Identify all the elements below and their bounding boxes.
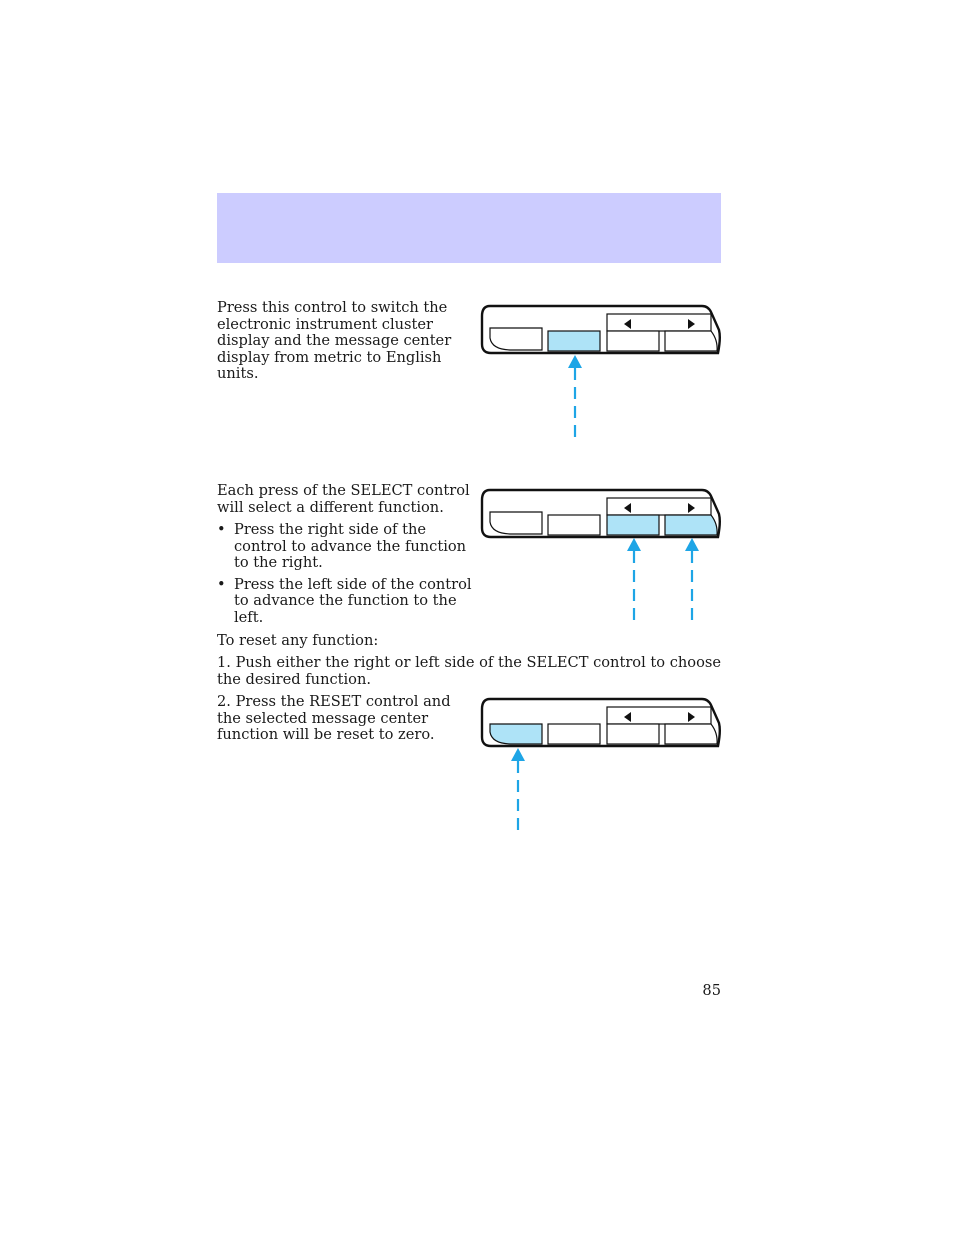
control-panel-reset bbox=[478, 693, 723, 843]
list-item: • Press the right side of the control to advance the function to the right. bbox=[217, 521, 467, 571]
reset-step-2: 2. Press the RESET control and the selected message center function will be reset to zero. bbox=[217, 693, 451, 743]
header-band bbox=[217, 193, 721, 263]
reset-heading: To reset any function: bbox=[217, 632, 379, 649]
up-arrow-icon bbox=[685, 538, 699, 626]
select-right-button[interactable] bbox=[665, 515, 717, 535]
page-number: 85 bbox=[702, 982, 721, 999]
units-button[interactable] bbox=[548, 331, 600, 351]
select-bullet-list bbox=[217, 522, 473, 631]
list-item: • Press the left side of the control to advance the function to the left. bbox=[217, 575, 472, 626]
up-arrow-icon bbox=[511, 748, 525, 835]
reset-button[interactable] bbox=[490, 724, 542, 744]
control-panel-select bbox=[478, 484, 723, 634]
reset-step-1: 1. Push either the right or left side of the SELECT control to choose the desired function. bbox=[217, 654, 721, 688]
up-arrow-icon bbox=[568, 355, 582, 442]
units-control-description: Press this control to switch the electronic instrument cluster display and the message center display from metric to English units. bbox=[217, 299, 452, 382]
up-arrow-icon bbox=[627, 538, 641, 626]
control-panel-units bbox=[478, 300, 723, 450]
select-control-description: Each press of the SELECT control will select a different function. bbox=[217, 482, 470, 516]
select-left-button[interactable] bbox=[607, 515, 659, 535]
